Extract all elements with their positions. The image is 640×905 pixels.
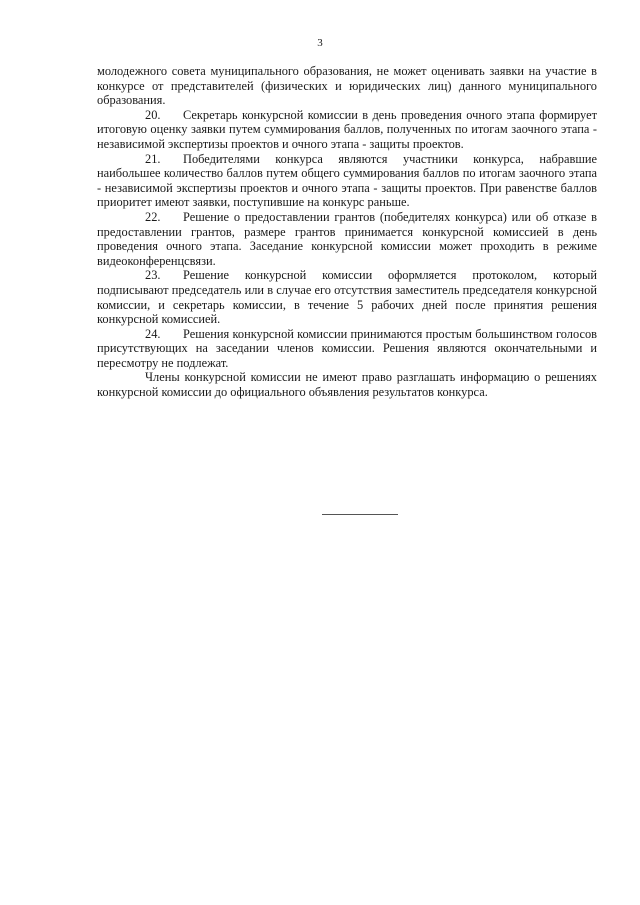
paragraph-22 [97, 210, 597, 268]
paragraph-continuation [97, 64, 597, 108]
paragraph-text: Секретарь конкурсной комиссии в день проведения очного этапа формирует итоговую оценку заявки путем суммирования баллов, полученных по итогам заочного этапа - независимой экспертизы проектов и очного этапа - защиты проектов. [97, 107, 597, 151]
document-body [97, 64, 597, 400]
paragraph-text: Решения конкурсной комиссии принимаются простым большинством голосов присутствующих на заседании членов комиссии. Решения являются окончательными и пересмотру не подлежат. [97, 326, 597, 370]
paragraph-number: 22. [145, 209, 161, 224]
paragraph-text: Члены конкурсной комиссии не имеют право разглашать информацию о решениях конкурсной комиссии до официального объявления результатов конкурса. [97, 370, 597, 400]
paragraph-text: Решение конкурсной комиссии оформляется протоколом, который подписывают председатель или в случае его отсутствия заместитель председателя конкурсной комиссии, и секретарь комиссии, в течение 5 рабочих дней после принятия решения конкурсной комиссией. [97, 268, 597, 327]
paragraph-24 [97, 327, 597, 371]
paragraph-number: 21. [145, 151, 161, 166]
paragraph-number: 24. [145, 326, 161, 341]
paragraph-number: 23. [145, 268, 161, 283]
paragraph-21 [97, 152, 597, 210]
end-separator-line [322, 514, 398, 515]
paragraph-23 [97, 268, 597, 326]
paragraph-number: 20. [145, 107, 161, 122]
paragraph-20 [97, 108, 597, 152]
page-number: 3 [317, 37, 323, 49]
paragraph-text: Решение о предоставлении грантов (победителях конкурса) или об отказе в предоставлении грантов, размере грантов принимается конкурсной комиссией в день проведения очного этапа. Заседание конкурсной комиссии может проходить в режиме видеоконференцсвязи. [97, 209, 597, 268]
paragraph-final [97, 370, 597, 399]
paragraph-text: молодежного совета муниципального образования, не может оценивать заявки на участие в конкурсе от представителей (физических и юридических лиц) данного муниципального образования. [97, 64, 597, 108]
paragraph-text: Победителями конкурса являются участники конкурса, набравшие наибольшее количество баллов путем общего суммирования баллов по итогам заочного этапа - независимой экспертизы проектов и очного этапа - защиты проектов. При равенстве баллов приоритет имеют заявки, поступившие на конкурс раньше. [97, 151, 597, 210]
